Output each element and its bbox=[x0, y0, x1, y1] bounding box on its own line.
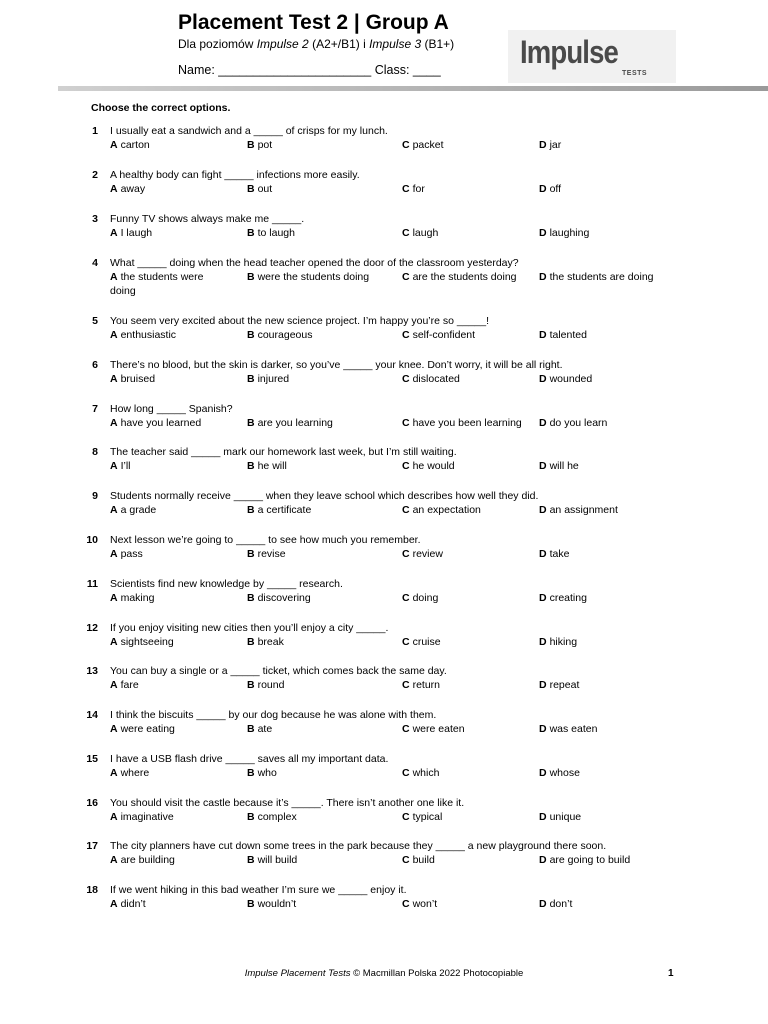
option-text: pass bbox=[120, 548, 143, 560]
option-c bbox=[402, 897, 437, 911]
option-text: whose bbox=[549, 767, 580, 779]
question-number: 18 bbox=[86, 884, 98, 896]
option-a bbox=[110, 270, 232, 298]
option-letter: C bbox=[402, 767, 410, 779]
option-text: won’t bbox=[412, 898, 438, 910]
option-a bbox=[110, 722, 175, 736]
question-text: Scientists find new knowledge by _____ research. bbox=[110, 578, 343, 590]
option-d bbox=[539, 591, 587, 605]
subtitle-level1-code: (A2+/B1) bbox=[308, 37, 364, 51]
option-text: ate bbox=[257, 723, 273, 735]
question-item bbox=[0, 839, 768, 879]
option-b bbox=[247, 328, 312, 342]
option-a bbox=[110, 328, 176, 342]
option-a bbox=[110, 226, 152, 240]
question-item bbox=[0, 796, 768, 836]
option-text: off bbox=[549, 183, 562, 195]
option-text: a grade bbox=[120, 504, 157, 516]
option-text: for bbox=[412, 183, 425, 195]
option-b bbox=[247, 722, 272, 736]
question-text: I have a USB flash drive _____ saves all my important data. bbox=[110, 753, 389, 765]
option-c bbox=[402, 591, 438, 605]
option-letter: C bbox=[402, 271, 410, 283]
option-c bbox=[402, 503, 481, 517]
option-c bbox=[402, 226, 438, 240]
question-text: How long _____ Spanish? bbox=[110, 403, 233, 415]
option-c bbox=[402, 810, 442, 824]
option-text: will he bbox=[549, 460, 579, 472]
question-number: 3 bbox=[92, 213, 98, 225]
option-text: typical bbox=[412, 811, 443, 823]
option-letter: A bbox=[110, 679, 118, 691]
option-letter: C bbox=[402, 227, 410, 239]
option-letter: A bbox=[110, 636, 118, 648]
option-letter: A bbox=[110, 898, 118, 910]
option-text: injured bbox=[257, 373, 290, 385]
option-text: was eaten bbox=[549, 723, 598, 735]
option-text: didn’t bbox=[120, 898, 146, 910]
option-b bbox=[247, 459, 287, 473]
option-b bbox=[247, 416, 333, 430]
option-letter: B bbox=[247, 460, 255, 472]
option-b bbox=[247, 678, 284, 692]
option-letter: A bbox=[110, 227, 118, 239]
option-text: wouldn’t bbox=[257, 898, 297, 910]
option-d bbox=[539, 226, 589, 240]
option-text: imaginative bbox=[120, 811, 174, 823]
option-letter: A bbox=[110, 854, 118, 866]
option-b bbox=[247, 182, 272, 196]
option-text: jar bbox=[549, 139, 562, 151]
option-text: away bbox=[120, 183, 146, 195]
subtitle-level2: Impulse 3 bbox=[369, 37, 422, 51]
question-number: 4 bbox=[92, 257, 98, 269]
question-text: There’s no blood, but the skin is darker, so you’ve _____ your knee. Don’t worry, it will be all right. bbox=[110, 359, 563, 371]
question-text: I usually eat a sandwich and a _____ of crisps for my lunch. bbox=[110, 125, 388, 137]
option-text: an expectation bbox=[412, 504, 481, 516]
question-text: The city planners have cut down some trees in the park because they _____ a new playground there soon. bbox=[110, 840, 607, 852]
question-item bbox=[0, 314, 768, 354]
option-b bbox=[247, 138, 272, 152]
option-b bbox=[247, 372, 289, 386]
option-c bbox=[402, 547, 443, 561]
option-letter: A bbox=[110, 271, 118, 283]
question-number: 17 bbox=[86, 840, 98, 852]
option-letter: D bbox=[539, 183, 547, 195]
option-a bbox=[110, 503, 156, 517]
option-letter: D bbox=[539, 329, 547, 341]
option-a bbox=[110, 678, 139, 692]
option-letter: A bbox=[110, 592, 118, 604]
option-d bbox=[539, 270, 654, 284]
question-text: If you enjoy visiting new cities then you’ll enjoy a city _____. bbox=[110, 622, 389, 634]
question-number: 13 bbox=[86, 665, 98, 677]
option-letter: A bbox=[110, 373, 118, 385]
option-text: repeat bbox=[549, 679, 580, 691]
option-text: laughing bbox=[549, 227, 590, 239]
option-text: break bbox=[257, 636, 284, 648]
option-text: do you learn bbox=[549, 417, 608, 429]
option-text: creating bbox=[549, 592, 587, 604]
option-text: will build bbox=[257, 854, 298, 866]
option-text: wounded bbox=[549, 373, 593, 385]
question-number: 7 bbox=[92, 403, 98, 415]
question-item bbox=[0, 256, 768, 296]
question-item bbox=[0, 489, 768, 529]
option-letter: B bbox=[247, 811, 255, 823]
option-letter: A bbox=[110, 139, 118, 151]
option-a bbox=[110, 810, 174, 824]
option-letter: A bbox=[110, 548, 118, 560]
question-text: Next lesson we’re going to _____ to see how much you remember. bbox=[110, 534, 421, 546]
option-letter: D bbox=[539, 679, 547, 691]
option-b bbox=[247, 635, 284, 649]
option-d bbox=[539, 459, 579, 473]
subtitle-level1: Impulse 2 bbox=[256, 37, 309, 51]
option-letter: C bbox=[402, 811, 410, 823]
option-a bbox=[110, 138, 150, 152]
option-letter: D bbox=[539, 417, 547, 429]
option-d bbox=[539, 547, 569, 561]
option-c bbox=[402, 722, 465, 736]
option-d bbox=[539, 182, 561, 196]
option-text: to laugh bbox=[257, 227, 295, 239]
option-b bbox=[247, 503, 311, 517]
option-letter: B bbox=[247, 329, 255, 341]
option-a bbox=[110, 766, 149, 780]
option-text: were eating bbox=[120, 723, 175, 735]
page-title: Placement Test 2 | Group A bbox=[178, 11, 449, 34]
option-letter: D bbox=[539, 460, 547, 472]
option-letter: C bbox=[402, 548, 410, 560]
option-text: are going to build bbox=[549, 854, 631, 866]
option-d bbox=[539, 503, 618, 517]
option-b bbox=[247, 897, 296, 911]
name-class-field: Name: ______________________ Class: ____ bbox=[178, 63, 441, 77]
option-b bbox=[247, 270, 369, 284]
option-d bbox=[539, 810, 581, 824]
option-a bbox=[110, 635, 174, 649]
question-number: 16 bbox=[86, 797, 98, 809]
option-letter: B bbox=[247, 898, 255, 910]
option-text: self-confident bbox=[412, 329, 476, 341]
option-text: he will bbox=[257, 460, 287, 472]
option-text: unique bbox=[549, 811, 582, 823]
option-c bbox=[402, 459, 455, 473]
option-text: laugh bbox=[412, 227, 439, 239]
option-letter: B bbox=[247, 227, 255, 239]
option-letter: D bbox=[539, 854, 547, 866]
option-text: are the students doing bbox=[412, 271, 517, 283]
option-text: out bbox=[257, 183, 273, 195]
option-letter: C bbox=[402, 679, 410, 691]
option-d bbox=[539, 328, 587, 342]
option-text: a certificate bbox=[257, 504, 312, 516]
option-text: round bbox=[257, 679, 285, 691]
option-letter: A bbox=[110, 723, 118, 735]
option-c bbox=[402, 678, 440, 692]
option-text: fare bbox=[120, 679, 139, 691]
question-number: 15 bbox=[86, 753, 98, 765]
page-footer bbox=[0, 968, 768, 979]
question-item bbox=[0, 168, 768, 208]
option-text: have you learned bbox=[120, 417, 202, 429]
question-item bbox=[0, 445, 768, 485]
option-letter: B bbox=[247, 723, 255, 735]
question-text: A healthy body can fight _____ infections more easily. bbox=[110, 169, 360, 181]
option-letter: D bbox=[539, 811, 547, 823]
subtitle-and: i bbox=[363, 37, 370, 51]
option-letter: D bbox=[539, 636, 547, 648]
option-text: don’t bbox=[549, 898, 573, 910]
question-number: 12 bbox=[86, 622, 98, 634]
option-text: I’ll bbox=[120, 460, 131, 472]
option-letter: C bbox=[402, 636, 410, 648]
question-number: 11 bbox=[86, 578, 98, 590]
option-d bbox=[539, 766, 580, 780]
option-text: bruised bbox=[120, 373, 156, 385]
option-d bbox=[539, 372, 592, 386]
option-c bbox=[402, 328, 475, 342]
option-text: complex bbox=[257, 811, 297, 823]
option-c bbox=[402, 635, 441, 649]
option-b bbox=[247, 853, 297, 867]
option-letter: B bbox=[247, 592, 255, 604]
option-a bbox=[110, 591, 154, 605]
option-letter: B bbox=[247, 373, 255, 385]
option-letter: B bbox=[247, 504, 255, 516]
question-text: If we went hiking in this bad weather I’m sure we _____ enjoy it. bbox=[110, 884, 407, 896]
option-text: talented bbox=[549, 329, 587, 341]
option-letter: B bbox=[247, 636, 255, 648]
option-letter: D bbox=[539, 504, 547, 516]
question-item bbox=[0, 621, 768, 661]
question-text: I think the biscuits _____ by our dog because he was alone with them. bbox=[110, 709, 437, 721]
question-text: What _____ doing when the head teacher opened the door of the classroom yesterday? bbox=[110, 257, 519, 269]
question-number: 2 bbox=[92, 169, 98, 181]
question-number: 14 bbox=[86, 709, 98, 721]
option-letter: C bbox=[402, 139, 410, 151]
option-text: packet bbox=[412, 139, 444, 151]
option-letter: C bbox=[402, 183, 410, 195]
option-b bbox=[247, 547, 286, 561]
option-d bbox=[539, 853, 630, 867]
option-b bbox=[247, 591, 311, 605]
option-text: sightseeing bbox=[120, 636, 174, 648]
page-number: 1 bbox=[668, 968, 674, 979]
question-item bbox=[0, 752, 768, 792]
option-letter: C bbox=[402, 373, 410, 385]
impulse-logo bbox=[508, 30, 676, 83]
option-letter: B bbox=[247, 183, 255, 195]
option-text: who bbox=[257, 767, 277, 779]
option-letter: D bbox=[539, 767, 547, 779]
option-letter: A bbox=[110, 183, 118, 195]
option-text: doing bbox=[412, 592, 439, 604]
option-text: which bbox=[412, 767, 440, 779]
option-letter: C bbox=[402, 592, 410, 604]
question-item bbox=[0, 883, 768, 923]
option-letter: D bbox=[539, 592, 547, 604]
option-letter: C bbox=[402, 898, 410, 910]
question-text: Funny TV shows always make me _____. bbox=[110, 213, 305, 225]
option-text: hiking bbox=[549, 636, 578, 648]
option-a bbox=[110, 416, 201, 430]
question-item bbox=[0, 358, 768, 398]
option-letter: D bbox=[539, 227, 547, 239]
logo-sub-text: TESTS bbox=[622, 70, 648, 77]
question-number: 6 bbox=[92, 359, 98, 371]
option-text: take bbox=[549, 548, 570, 560]
option-text: discovering bbox=[257, 592, 311, 604]
option-text: were the students doing bbox=[257, 271, 370, 283]
option-d bbox=[539, 678, 579, 692]
option-letter: C bbox=[402, 460, 410, 472]
question-text: You should visit the castle because it’s _____. There isn’t another one like it. bbox=[110, 797, 465, 809]
question-number: 9 bbox=[92, 490, 98, 502]
option-a bbox=[110, 547, 143, 561]
option-letter: B bbox=[247, 679, 255, 691]
option-a bbox=[110, 182, 145, 196]
option-a bbox=[110, 372, 155, 386]
option-letter: D bbox=[539, 548, 547, 560]
option-letter: A bbox=[110, 417, 118, 429]
option-c bbox=[402, 372, 460, 386]
option-text: cruise bbox=[412, 636, 441, 648]
option-letter: D bbox=[539, 139, 547, 151]
logo-main-text: Impulse bbox=[520, 34, 618, 70]
option-b bbox=[247, 810, 297, 824]
option-text: have you been learning bbox=[412, 417, 522, 429]
footer-brand: Impulse Placement Tests bbox=[244, 968, 351, 979]
option-letter: D bbox=[539, 898, 547, 910]
subtitle-prefix: Dla poziomów bbox=[178, 37, 257, 51]
option-text: return bbox=[412, 679, 441, 691]
option-letter: C bbox=[402, 417, 410, 429]
option-letter: C bbox=[402, 854, 410, 866]
option-text: the students are doing bbox=[549, 271, 654, 283]
option-letter: A bbox=[110, 767, 118, 779]
option-b bbox=[247, 226, 295, 240]
option-text: review bbox=[412, 548, 443, 560]
option-letter: B bbox=[247, 417, 255, 429]
option-text: he would bbox=[412, 460, 455, 472]
option-text: enthusiastic bbox=[120, 329, 177, 341]
option-letter: A bbox=[110, 504, 118, 516]
page-subtitle bbox=[178, 37, 454, 51]
option-letter: C bbox=[402, 329, 410, 341]
question-number: 10 bbox=[86, 534, 98, 546]
option-letter: A bbox=[110, 460, 118, 472]
option-text: were eaten bbox=[412, 723, 465, 735]
question-item bbox=[0, 664, 768, 704]
question-number: 8 bbox=[92, 446, 98, 458]
option-letter: B bbox=[247, 767, 255, 779]
option-text: courageous bbox=[257, 329, 313, 341]
option-d bbox=[539, 897, 572, 911]
option-text: are you learning bbox=[257, 417, 333, 429]
subtitle-level2-code: (B1+) bbox=[421, 37, 455, 51]
question-number: 1 bbox=[92, 125, 98, 137]
option-text: revise bbox=[257, 548, 286, 560]
option-c bbox=[402, 182, 425, 196]
option-letter: B bbox=[247, 139, 255, 151]
option-letter: D bbox=[539, 271, 547, 283]
option-letter: B bbox=[247, 548, 255, 560]
option-a bbox=[110, 459, 131, 473]
option-d bbox=[539, 722, 597, 736]
option-text: pot bbox=[257, 139, 273, 151]
option-text: dislocated bbox=[412, 373, 460, 385]
footer-copyright: © Macmillan Polska 2022 Photocopiable bbox=[350, 968, 524, 979]
question-item bbox=[0, 577, 768, 617]
option-a bbox=[110, 853, 175, 867]
option-text: the students were doing bbox=[110, 271, 204, 297]
option-c bbox=[402, 138, 444, 152]
header-divider bbox=[58, 86, 768, 91]
option-text: an assignment bbox=[549, 504, 618, 516]
question-text: Students normally receive _____ when they leave school which describes how well they did. bbox=[110, 490, 539, 502]
option-letter: D bbox=[539, 373, 547, 385]
question-text: The teacher said _____ mark our homework last week, but I’m still waiting. bbox=[110, 446, 457, 458]
option-letter: D bbox=[539, 723, 547, 735]
option-d bbox=[539, 138, 561, 152]
option-letter: A bbox=[110, 329, 118, 341]
option-text: build bbox=[412, 854, 435, 866]
option-c bbox=[402, 853, 435, 867]
option-text: making bbox=[120, 592, 155, 604]
instruction-text: Choose the correct options. bbox=[91, 102, 231, 114]
option-b bbox=[247, 766, 277, 780]
option-letter: B bbox=[247, 854, 255, 866]
question-text: You can buy a single or a _____ ticket, which comes back the same day. bbox=[110, 665, 447, 677]
question-item bbox=[0, 124, 768, 164]
option-text: are building bbox=[120, 854, 175, 866]
option-letter: C bbox=[402, 723, 410, 735]
question-number: 5 bbox=[92, 315, 98, 327]
option-a bbox=[110, 897, 146, 911]
option-letter: B bbox=[247, 271, 255, 283]
option-c bbox=[402, 416, 522, 430]
question-item bbox=[0, 402, 768, 442]
option-d bbox=[539, 416, 607, 430]
option-text: where bbox=[120, 767, 150, 779]
option-text: I laugh bbox=[120, 227, 153, 239]
question-item bbox=[0, 533, 768, 573]
option-c bbox=[402, 766, 439, 780]
question-text: You seem very excited about the new science project. I’m happy you’re so _____! bbox=[110, 315, 489, 327]
option-letter: A bbox=[110, 811, 118, 823]
option-c bbox=[402, 270, 524, 284]
option-text: carton bbox=[120, 139, 150, 151]
option-letter: C bbox=[402, 504, 410, 516]
question-item bbox=[0, 212, 768, 252]
option-d bbox=[539, 635, 577, 649]
question-item bbox=[0, 708, 768, 748]
